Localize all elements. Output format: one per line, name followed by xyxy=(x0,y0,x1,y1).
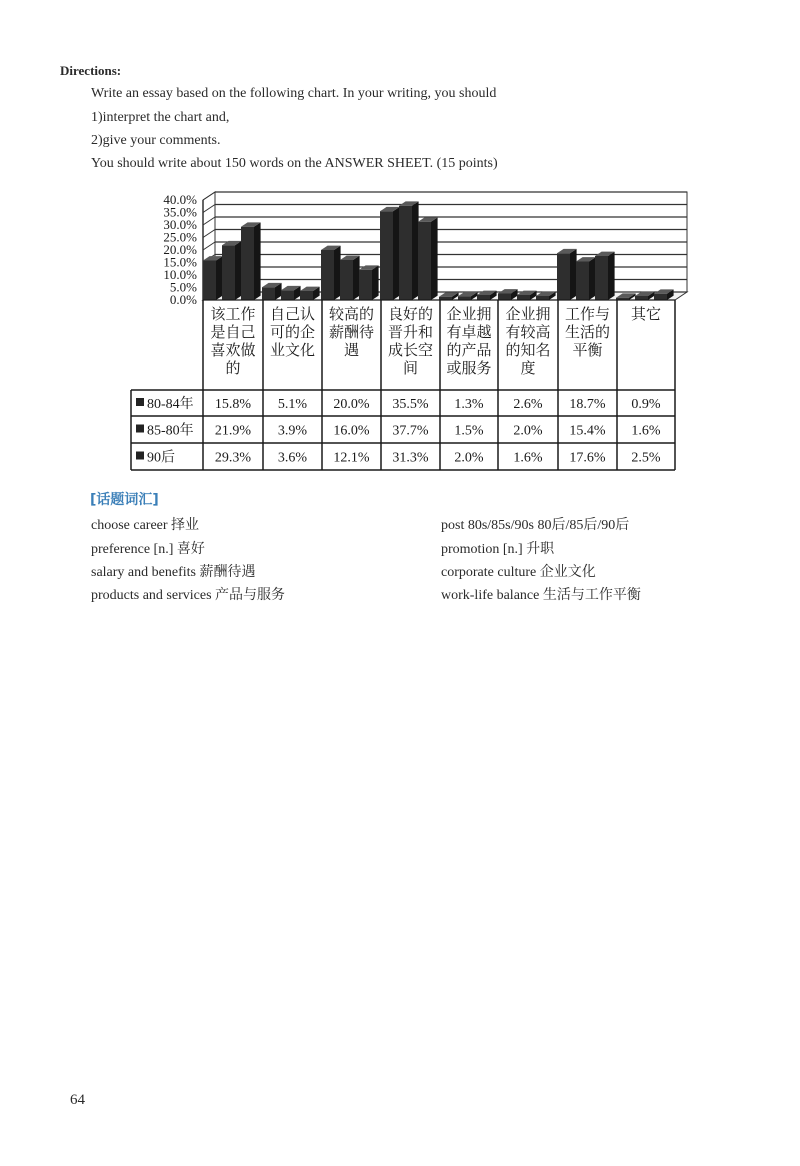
vocabulary-heading: [话题词汇] xyxy=(90,492,159,508)
category-label: 的产品 xyxy=(446,343,492,359)
y-tick-label: 25.0% xyxy=(163,229,197,245)
y-tick-label: 20.0% xyxy=(163,242,197,257)
vocab-item: salary and benefits 薪酬待遇 xyxy=(91,565,256,580)
bar-side xyxy=(589,257,596,300)
vocab-item: corporate culture 企业文化 xyxy=(441,565,596,580)
y-tick-label: 40.0% xyxy=(163,192,197,207)
bar xyxy=(262,283,282,300)
bar-front xyxy=(557,253,570,300)
category-label: 其它 xyxy=(630,307,662,323)
data-label: 1.6% xyxy=(631,423,661,439)
category-label: 企业拥 xyxy=(446,307,492,323)
bar-side xyxy=(412,201,419,300)
bar-chart xyxy=(0,0,800,480)
data-label: 21.9% xyxy=(214,423,252,439)
bar xyxy=(557,249,577,300)
data-label: 20.0% xyxy=(333,397,370,412)
data-label: 3.6% xyxy=(277,450,308,466)
data-label: 15.8% xyxy=(214,397,252,412)
bar-front xyxy=(517,295,530,300)
directions-line-3: 2)give your comments. xyxy=(91,133,221,148)
bar-front xyxy=(576,262,589,301)
bar xyxy=(340,256,360,300)
data-label: 18.7% xyxy=(569,397,606,412)
category-label: 较高的 xyxy=(328,307,375,323)
data-label: 2.5% xyxy=(631,450,661,466)
bar-side xyxy=(235,241,242,300)
y-tick-label: 15.0% xyxy=(163,254,197,270)
bar-front xyxy=(340,260,353,300)
bar-front xyxy=(359,270,372,300)
category-label: 有较高 xyxy=(505,325,551,341)
category-label: 薪酬待 xyxy=(328,325,375,341)
vocab-item: products and services 产品与服务 xyxy=(91,588,286,603)
category-label: 工作与 xyxy=(564,307,611,323)
category-label: 该工作 xyxy=(210,307,256,323)
data-label: 5.1% xyxy=(277,397,308,412)
bar-front xyxy=(281,290,294,300)
vocab-item: work-life balance 生活与工作平衡 xyxy=(441,588,641,603)
bar xyxy=(595,252,615,300)
vocab-item: preference [n.] 喜好 xyxy=(91,542,205,557)
category-label: 遇 xyxy=(343,343,360,359)
bar-side xyxy=(254,222,261,300)
bar-front xyxy=(595,256,608,300)
bar-side xyxy=(334,246,341,300)
data-label: 37.7% xyxy=(392,423,429,439)
vocab-item: post 80s/85s/90s 80后/85后/90后 xyxy=(441,518,630,533)
data-label: 1.6% xyxy=(513,450,543,466)
y-tick-label: 30.0% xyxy=(163,217,197,232)
legend-key-icon xyxy=(136,452,144,460)
bar-front xyxy=(498,294,511,301)
data-label: 1.3% xyxy=(454,397,484,412)
vocab-item: promotion [n.] 升职 xyxy=(441,542,555,557)
legend-series-name: 80-84年 xyxy=(147,397,194,412)
data-label: 17.6% xyxy=(569,450,606,466)
bar-front xyxy=(300,291,313,300)
legend-series-name: 90后 xyxy=(147,450,175,466)
bar-front xyxy=(399,206,412,300)
category-label: 成长空 xyxy=(387,343,434,359)
y-tick-label: 10.0% xyxy=(163,267,197,282)
data-label: 12.1% xyxy=(333,450,370,466)
data-label: 2.0% xyxy=(454,450,484,466)
legend-key-icon xyxy=(136,398,144,406)
bar-side xyxy=(608,252,615,300)
bar-side xyxy=(216,256,223,300)
data-label: 1.5% xyxy=(454,423,484,439)
bar-front xyxy=(203,261,216,301)
category-label: 晋升和 xyxy=(387,325,434,341)
category-label: 平衡 xyxy=(572,343,603,359)
bar xyxy=(321,246,341,300)
data-label: 0.9% xyxy=(631,397,661,412)
category-label: 度 xyxy=(520,361,536,377)
bar-front xyxy=(418,222,431,300)
directions-line-2: 1)interpret the chart and, xyxy=(91,110,230,125)
y-tick-label: 35.0% xyxy=(163,204,197,220)
bar-side xyxy=(570,249,577,300)
category-label: 企业拥 xyxy=(505,307,551,323)
data-label: 3.9% xyxy=(277,423,308,439)
vocab-item: choose career 择业 xyxy=(91,518,200,533)
bar-side xyxy=(393,207,400,300)
bar xyxy=(399,201,419,300)
directions-line-4: You should write about 150 words on the ANSWER SHEET. (15 points) xyxy=(91,156,498,171)
category-label: 自己认 xyxy=(269,307,316,323)
category-label: 或服务 xyxy=(446,361,492,377)
category-label: 可的企 xyxy=(269,325,316,341)
bar xyxy=(576,257,596,300)
legend-series-name: 85-80年 xyxy=(147,423,194,439)
bar xyxy=(359,265,379,300)
data-label: 31.3% xyxy=(392,450,429,466)
category-label: 生活的 xyxy=(564,325,611,341)
category-label: 是自己 xyxy=(210,325,256,341)
category-label: 间 xyxy=(402,361,419,377)
bar-front xyxy=(654,294,667,300)
data-label: 16.0% xyxy=(333,423,370,439)
bar-front xyxy=(380,211,393,300)
bar xyxy=(241,222,261,300)
y-tick-label: 5.0% xyxy=(169,279,197,295)
bar xyxy=(203,256,223,300)
bar-side xyxy=(372,265,379,300)
bar-side xyxy=(431,217,438,300)
bar xyxy=(380,207,400,300)
category-label: 的知名 xyxy=(505,343,551,359)
legend-key-icon xyxy=(136,425,144,433)
data-label: 29.3% xyxy=(214,450,252,466)
bar-front xyxy=(241,227,254,300)
data-label: 2.6% xyxy=(513,397,543,412)
data-label: 2.0% xyxy=(513,423,543,439)
bar xyxy=(222,241,242,300)
directions-line-1: Write an essay based on the following chart. In your writing, you should xyxy=(91,86,497,101)
directions-heading: Directions: xyxy=(60,63,122,78)
bar-side xyxy=(353,256,360,300)
bar-front xyxy=(222,245,235,300)
y-tick-label: 0.0% xyxy=(169,292,197,307)
bar-front xyxy=(321,250,334,300)
category-label: 有卓越 xyxy=(446,325,492,341)
page-number: 64 xyxy=(70,1092,85,1108)
data-table xyxy=(131,300,675,470)
data-label: 35.5% xyxy=(392,397,429,412)
bar xyxy=(418,217,438,300)
data-label: 15.4% xyxy=(569,423,606,439)
category-label: 喜欢做 xyxy=(210,343,256,359)
bar-front xyxy=(262,287,275,300)
category-label: 业文化 xyxy=(269,343,316,359)
bar-front xyxy=(477,295,490,300)
category-label: 的 xyxy=(225,361,241,377)
category-label: 良好的 xyxy=(387,307,434,323)
